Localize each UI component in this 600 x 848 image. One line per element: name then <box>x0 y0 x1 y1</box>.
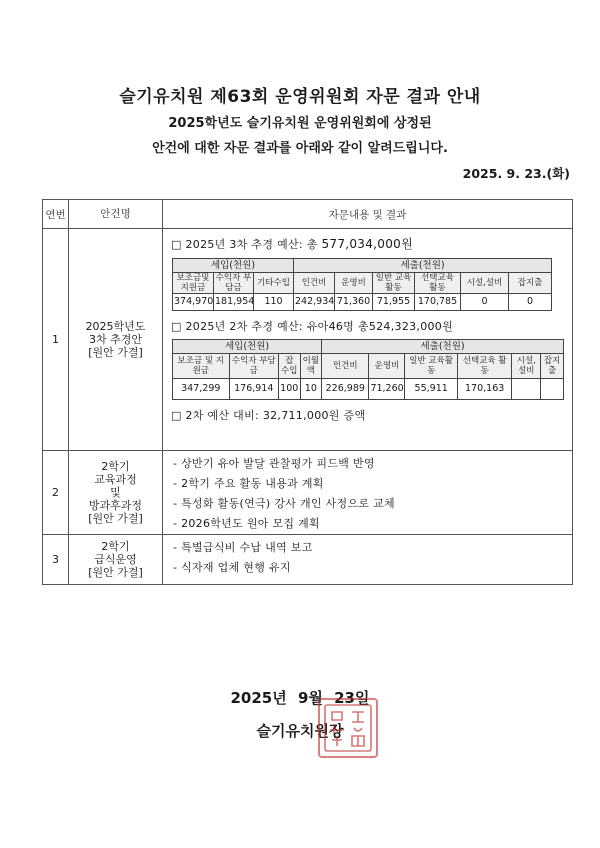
t1-income-header: 세입(천원) <box>173 259 294 273</box>
t2-value: 10 <box>300 379 322 400</box>
budget3-total: 577,034,000원 <box>321 237 413 251</box>
t1-value: 170,785 <box>415 294 461 311</box>
budget3-label: □ 2025년 3차 추경 예산: 총 <box>171 238 318 251</box>
t2-label: 잡지 출 <box>541 354 564 379</box>
row2-bullet: - 2학기 주요 활동 내용과 계획 <box>173 477 324 490</box>
t2-label: 일반 교육활동 <box>405 354 457 379</box>
row3-no: 3 <box>43 535 69 585</box>
t2-label: 운영비 <box>369 354 405 379</box>
budget3-table <box>172 258 552 311</box>
seal-glyph-icon <box>320 700 376 756</box>
budget2-table <box>172 339 564 400</box>
t1-value: 242,934 <box>294 294 335 311</box>
t2-value <box>541 379 564 400</box>
t2-label: 이월 액 <box>300 354 322 379</box>
row3-item <box>69 535 163 585</box>
t2-value: 176,914 <box>229 379 278 400</box>
agenda-table <box>42 199 573 585</box>
row2-item-result: [원안 가결] <box>88 512 143 525</box>
table-row <box>43 451 573 535</box>
t2-label: 시설, 설비 <box>512 354 541 379</box>
t1-value: 0 <box>509 294 552 311</box>
row3-bullet: - 식자재 업체 현행 유지 <box>173 561 291 574</box>
table-header-row <box>43 200 573 229</box>
table-row <box>43 229 573 451</box>
row2-result <box>163 451 573 535</box>
header-result: 자문내용 및 결과 <box>163 200 573 229</box>
row2-bullet: - 2026학년도 원아 모집 계획 <box>173 517 320 530</box>
row3-bullet: - 특별급식비 수납 내역 보고 <box>173 541 313 554</box>
t2-label: 인건비 <box>322 354 369 379</box>
t1-value: 181,954 <box>214 294 254 311</box>
row2-item-line1: 2학기 <box>101 460 130 473</box>
subtitle-line-1: 2025학년도 슬기유치원 운영위원회에 상정된 <box>168 116 432 131</box>
document-title: 슬기유치원 제63회 운영위원회 자문 결과 안내 <box>119 87 481 107</box>
row2-item-line4: 방과후과정 <box>88 499 143 512</box>
t2-value: 100 <box>278 379 300 400</box>
row1-no: 1 <box>43 229 69 451</box>
t2-value: 71,260 <box>369 379 405 400</box>
header-no: 연번 <box>43 200 69 229</box>
t1-value: 71,360 <box>335 294 373 311</box>
t1-expense-header: 세출(천원) <box>294 259 552 273</box>
t1-label: 시설,설비 <box>461 273 509 294</box>
budget3-line <box>171 235 572 252</box>
t1-value: 71,955 <box>373 294 415 311</box>
issue-date: 2025. 9. 23.(화) <box>462 166 570 181</box>
row2-item-line2: 교육과정 <box>94 473 137 486</box>
t2-value <box>512 379 541 400</box>
t2-value: 347,299 <box>173 379 230 400</box>
row3-item-result: [원안 가결] <box>88 566 143 579</box>
budget2-line: □ 2025년 2차 추경 예산: 유아46명 총524,323,000원 <box>171 320 454 333</box>
row3-item-line2: 급식운영 <box>94 553 137 566</box>
t2-label: 잡 수입 <box>278 354 300 379</box>
header-item: 안건명 <box>69 200 163 229</box>
row2-bullet: - 상반기 유아 발달 관찰평가 피드백 반영 <box>173 457 375 470</box>
t2-income-header: 세입(천원) <box>173 340 322 354</box>
official-seal-icon <box>318 698 378 758</box>
row1-result <box>163 229 573 451</box>
t1-label: 인건비 <box>294 273 335 294</box>
t2-value: 170,163 <box>457 379 512 400</box>
row2-item-line3: 및 <box>110 486 121 499</box>
t2-label: 보조금 및 지원금 <box>173 354 230 379</box>
row2-no: 2 <box>43 451 69 535</box>
table-row <box>43 535 573 585</box>
t1-label: 기타수입 <box>254 273 294 294</box>
row2-bullet: - 특성화 활동(연극) 강사 개인 사정으로 교체 <box>173 497 395 510</box>
signature-date: 2025년 9월 23일 <box>230 689 370 707</box>
t1-label: 보조금및 지원금 <box>173 273 214 294</box>
principal-name: 슬기유치원장 <box>256 722 344 740</box>
t2-expense-header: 세출(천원) <box>322 340 564 354</box>
row3-item-line1: 2학기 <box>101 540 130 553</box>
row1-item-result: [원안 가결] <box>88 346 143 359</box>
t1-label: 선택교육 활동 <box>415 273 461 294</box>
t2-value: 55,911 <box>405 379 457 400</box>
t2-label: 수익자 부담금 <box>229 354 278 379</box>
row1-item-line1: 2025학년도 <box>85 320 146 333</box>
t1-value: 0 <box>461 294 509 311</box>
t1-label: 잡지출 <box>509 273 552 294</box>
t1-label: 수익자 부담금 <box>214 273 254 294</box>
row2-item <box>69 451 163 535</box>
t1-label: 일반 교육활동 <box>373 273 415 294</box>
row1-item-line2: 3차 추경안 <box>89 333 142 346</box>
t1-label: 운영비 <box>335 273 373 294</box>
t2-label: 선택교육 활동 <box>457 354 512 379</box>
row3-result <box>163 535 573 585</box>
budget-compare: □ 2차 예산 대비: 32,711,000원 증액 <box>171 409 366 422</box>
t1-value: 374,970 <box>173 294 214 311</box>
row1-item <box>69 229 163 451</box>
subtitle-line-2: 안건에 대한 자문 결과를 아래와 같이 알려드립니다. <box>152 141 448 156</box>
t1-value: 110 <box>254 294 294 311</box>
t2-value: 226,989 <box>322 379 369 400</box>
